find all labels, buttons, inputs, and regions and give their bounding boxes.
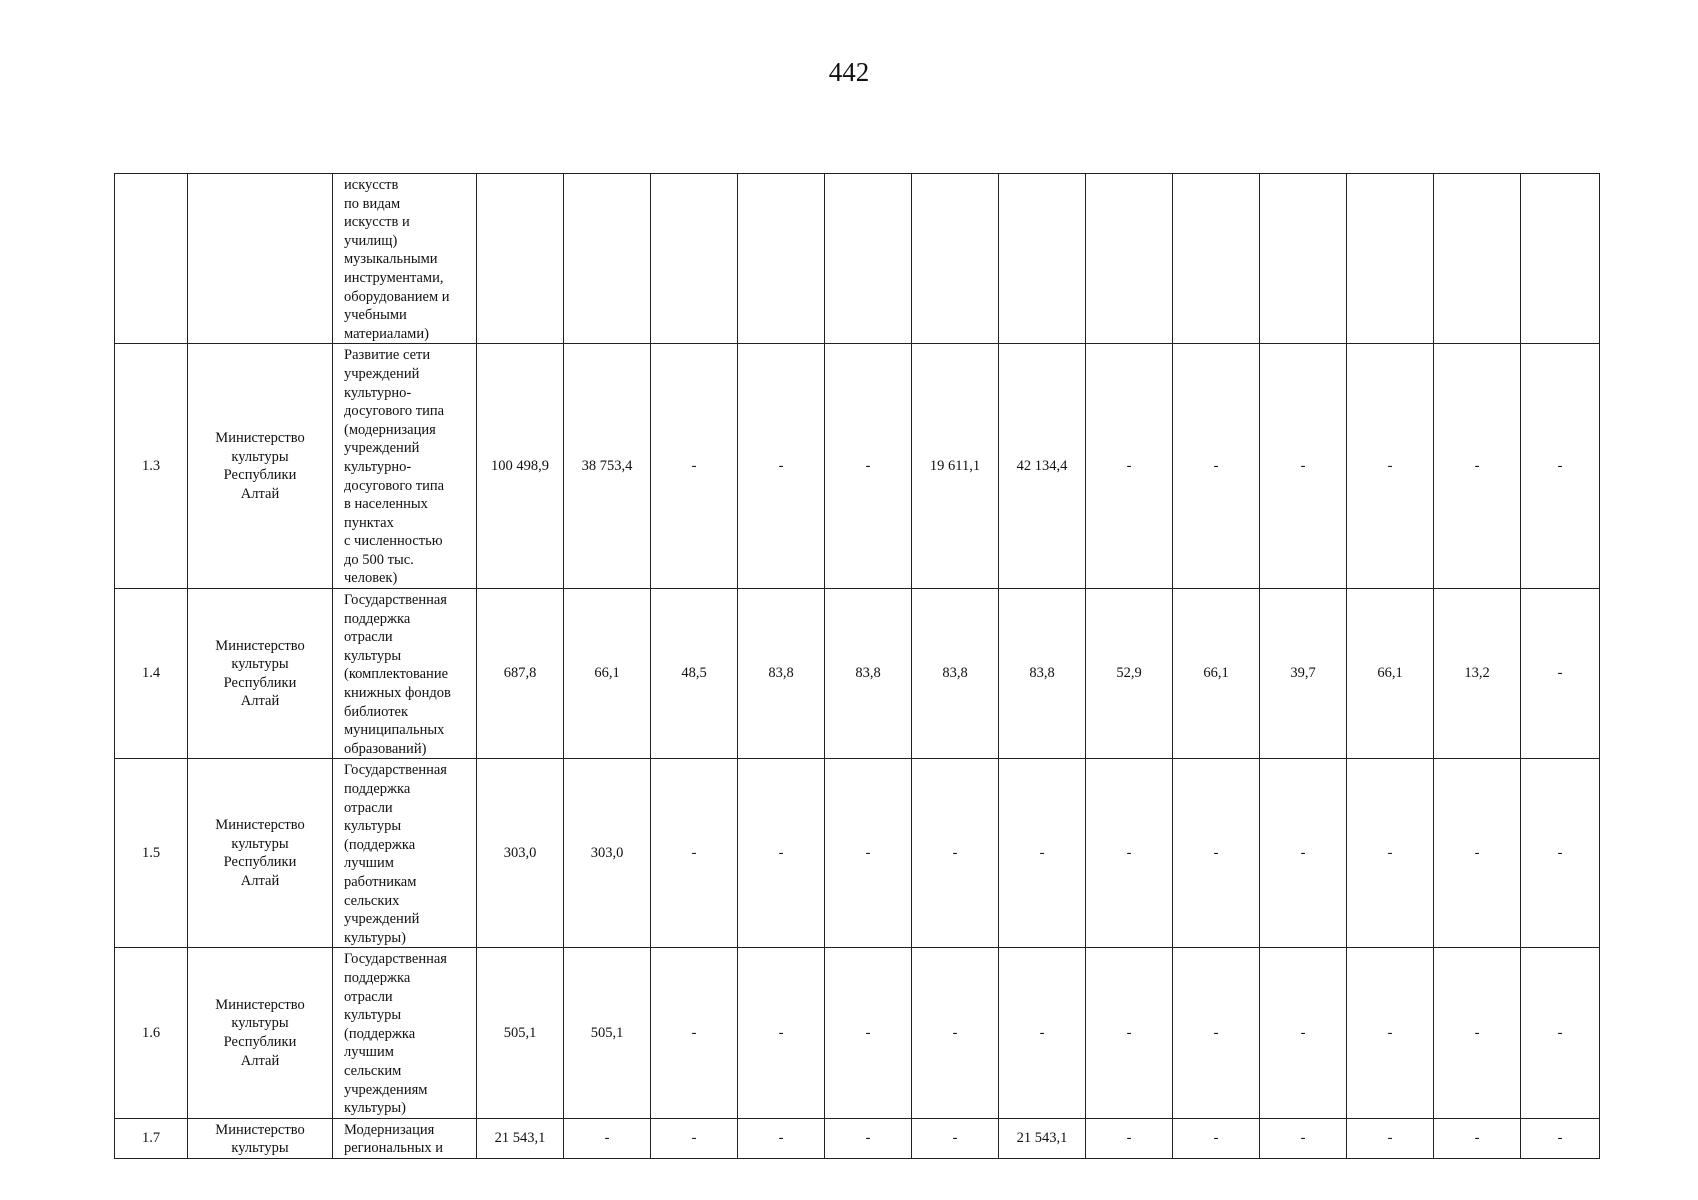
cell-event-name	[333, 759, 477, 948]
name-line: искусств	[344, 177, 399, 193]
cell-value: -	[999, 759, 1086, 948]
organization-line: Республики	[223, 1034, 297, 1051]
cell-value: -	[1260, 1118, 1347, 1158]
name-line: Модернизация	[344, 1121, 435, 1138]
name-line: Государственная	[344, 592, 447, 609]
name-line: муниципальных	[344, 722, 445, 739]
cell-value: -	[651, 344, 738, 589]
cell-num: 1.3	[115, 344, 188, 589]
cell-value: 100 498,9	[477, 344, 564, 589]
cell-value	[999, 174, 1086, 344]
cell-value: -	[1086, 759, 1173, 948]
name-line: с численностью	[344, 533, 443, 550]
cell-value: -	[1173, 344, 1260, 589]
cell-organization	[188, 1118, 333, 1158]
cell-value: -	[1173, 1118, 1260, 1158]
name-line: отрасли	[344, 799, 393, 816]
name-line: лучшим	[344, 1044, 394, 1061]
cell-event-name	[333, 589, 477, 759]
cell-value: 21 543,1	[999, 1118, 1086, 1158]
cell-value	[825, 174, 912, 344]
organization-line: Республики	[223, 467, 297, 484]
name-line: по видам	[344, 195, 401, 212]
organization-line: культуры	[231, 448, 289, 465]
name-line: в населенных	[344, 496, 428, 513]
name-line: (поддержка	[344, 836, 416, 853]
cell-value: 39,7	[1260, 589, 1347, 759]
cell-value	[738, 174, 825, 344]
cell-value: 66,1	[1347, 589, 1434, 759]
cell-value: -	[1434, 1118, 1521, 1158]
cell-event-name	[333, 1118, 477, 1158]
page-number: 442	[828, 57, 870, 87]
cell-value: 83,8	[738, 589, 825, 759]
cell-value: 42 134,4	[999, 344, 1086, 589]
cell-value: -	[738, 1118, 825, 1158]
cell-value: -	[651, 1118, 738, 1158]
name-line: работникам	[344, 873, 417, 890]
organization-line: Министерство	[215, 1121, 305, 1138]
name-line: сельским	[344, 1062, 402, 1079]
cell-value: -	[1521, 344, 1600, 589]
cell-value: -	[1086, 1118, 1173, 1158]
cell-num: 1.5	[115, 759, 188, 948]
name-line: культурно-	[344, 384, 412, 401]
cell-value: 687,8	[477, 589, 564, 759]
cell-value: -	[825, 1118, 912, 1158]
name-line: поддержка	[344, 970, 411, 986]
name-line: Государственная	[344, 762, 447, 779]
cell-value	[1173, 174, 1260, 344]
cell-value: -	[825, 948, 912, 1118]
table-row	[115, 1118, 1600, 1158]
name-line: человек)	[344, 570, 398, 587]
cell-value: -	[912, 948, 999, 1118]
cell-organization	[188, 759, 333, 948]
table-row	[115, 948, 1600, 1118]
cell-value	[1260, 174, 1347, 344]
cell-value: 19 611,1	[912, 344, 999, 589]
name-line: пунктах	[344, 514, 394, 531]
cell-value: -	[1173, 948, 1260, 1118]
name-line: (модернизация	[344, 421, 436, 438]
name-line: музыкальными	[344, 251, 438, 268]
cell-organization	[188, 948, 333, 1118]
cell-value: -	[651, 759, 738, 948]
cell-value: 303,0	[564, 759, 651, 948]
cell-value: -	[738, 344, 825, 589]
cell-value: 505,1	[564, 948, 651, 1118]
cell-value: -	[1347, 1118, 1434, 1158]
name-line: учреждений	[344, 911, 420, 928]
name-line: (комплектование	[344, 666, 449, 683]
organization-line: Министерство	[215, 430, 305, 447]
name-line: училищ)	[344, 232, 398, 249]
organization-line: Республики	[223, 674, 297, 691]
cell-value: -	[912, 1118, 999, 1158]
cell-value	[912, 174, 999, 344]
cell-value: -	[1260, 759, 1347, 948]
name-line: досугового типа	[344, 403, 445, 420]
organization-line: культуры	[231, 656, 289, 673]
cell-value: -	[1434, 759, 1521, 948]
name-line: отрасли	[344, 988, 393, 1005]
organization-line: Алтай	[240, 693, 280, 710]
cell-value: 38 753,4	[564, 344, 651, 589]
organization-line: Министерство	[215, 996, 305, 1013]
name-line: учреждений	[344, 365, 420, 382]
organization-line: Министерство	[215, 637, 305, 654]
cell-value: -	[1347, 948, 1434, 1118]
cell-value: 52,9	[1086, 589, 1173, 759]
cell-value: -	[1347, 344, 1434, 589]
name-line: отрасли	[344, 629, 393, 646]
cell-value: 83,8	[912, 589, 999, 759]
cell-value: 66,1	[564, 589, 651, 759]
name-line: Государственная	[344, 951, 447, 968]
cell-organization	[188, 344, 333, 589]
cell-value: 21 543,1	[477, 1118, 564, 1158]
cell-value: -	[738, 948, 825, 1118]
cell-num	[115, 174, 188, 344]
cell-value: -	[1521, 1118, 1600, 1158]
name-line: культуры	[344, 1007, 402, 1024]
cell-value: -	[825, 759, 912, 948]
cell-value: 66,1	[1173, 589, 1260, 759]
name-line: культуры	[344, 647, 402, 664]
cell-value: -	[999, 948, 1086, 1118]
organization-line: Алтай	[240, 1052, 280, 1069]
organization-line: Республики	[223, 854, 297, 871]
cell-value: -	[1434, 344, 1521, 589]
table-row-continuation	[115, 174, 1600, 344]
cell-value	[1086, 174, 1173, 344]
cell-value: -	[1521, 759, 1600, 948]
table-row	[115, 759, 1600, 948]
name-line: учреждений	[344, 440, 420, 457]
organization-line: культуры	[231, 835, 289, 852]
name-line: лучшим	[344, 855, 394, 872]
cell-value	[477, 174, 564, 344]
cell-value	[564, 174, 651, 344]
cell-value: -	[1173, 759, 1260, 948]
cell-value: -	[1521, 589, 1600, 759]
name-line: искусств и	[344, 214, 410, 231]
cell-event-name	[333, 344, 477, 589]
cell-value: 303,0	[477, 759, 564, 948]
organization-line: Алтай	[240, 485, 280, 502]
cell-value: -	[1434, 948, 1521, 1118]
name-line: учебными	[344, 307, 407, 324]
cell-value: -	[1086, 948, 1173, 1118]
cell-value: -	[1347, 759, 1434, 948]
cell-organization	[188, 589, 333, 759]
table-row	[115, 589, 1600, 759]
name-line: культурно-	[344, 458, 412, 475]
cell-value	[1434, 174, 1521, 344]
cell-value: 83,8	[825, 589, 912, 759]
cell-value	[651, 174, 738, 344]
organization-line: Министерство	[215, 817, 305, 834]
funding-table	[114, 173, 1600, 1159]
cell-value: 505,1	[477, 948, 564, 1118]
cell-num: 1.7	[115, 1118, 188, 1158]
organization-line: культуры	[231, 1015, 289, 1032]
cell-value: -	[651, 948, 738, 1118]
name-line: досугового типа	[344, 477, 445, 494]
name-line: книжных фондов	[344, 685, 451, 702]
cell-value: -	[1260, 344, 1347, 589]
name-line: культуры)	[344, 929, 406, 946]
name-line: библиотек	[344, 703, 409, 720]
cell-value: -	[564, 1118, 651, 1158]
cell-value: -	[825, 344, 912, 589]
name-line: культуры	[344, 818, 402, 835]
name-line: оборудованием и	[344, 288, 450, 305]
name-line: до 500 тыс.	[344, 551, 414, 568]
cell-event-name	[333, 948, 477, 1118]
name-line: инструментами,	[344, 269, 444, 286]
organization-line: Алтай	[240, 873, 280, 889]
cell-event-name	[333, 174, 477, 344]
name-line: региональных и	[344, 1140, 443, 1157]
name-line: поддержка	[344, 781, 411, 797]
cell-num: 1.4	[115, 589, 188, 759]
cell-value: -	[1086, 344, 1173, 589]
cell-value: 13,2	[1434, 589, 1521, 759]
name-line: культуры)	[344, 1100, 406, 1117]
name-line: сельских	[344, 892, 400, 909]
organization-line: культуры	[231, 1140, 289, 1157]
cell-value	[1521, 174, 1600, 344]
cell-value: -	[912, 759, 999, 948]
name-line: поддержка	[344, 610, 411, 627]
name-line: учреждениям	[344, 1081, 428, 1098]
cell-value: 83,8	[999, 589, 1086, 759]
name-line: Развитие сети	[344, 347, 431, 364]
cell-value: 48,5	[651, 589, 738, 759]
name-line: материалами)	[344, 325, 429, 342]
cell-value	[1347, 174, 1434, 344]
cell-value: -	[738, 759, 825, 948]
cell-organization	[188, 174, 333, 344]
table-row	[115, 344, 1600, 589]
cell-value: -	[1521, 948, 1600, 1118]
cell-value: -	[1260, 948, 1347, 1118]
name-line: образований)	[344, 740, 427, 757]
cell-num: 1.6	[115, 948, 188, 1118]
name-line: (поддержка	[344, 1025, 416, 1042]
